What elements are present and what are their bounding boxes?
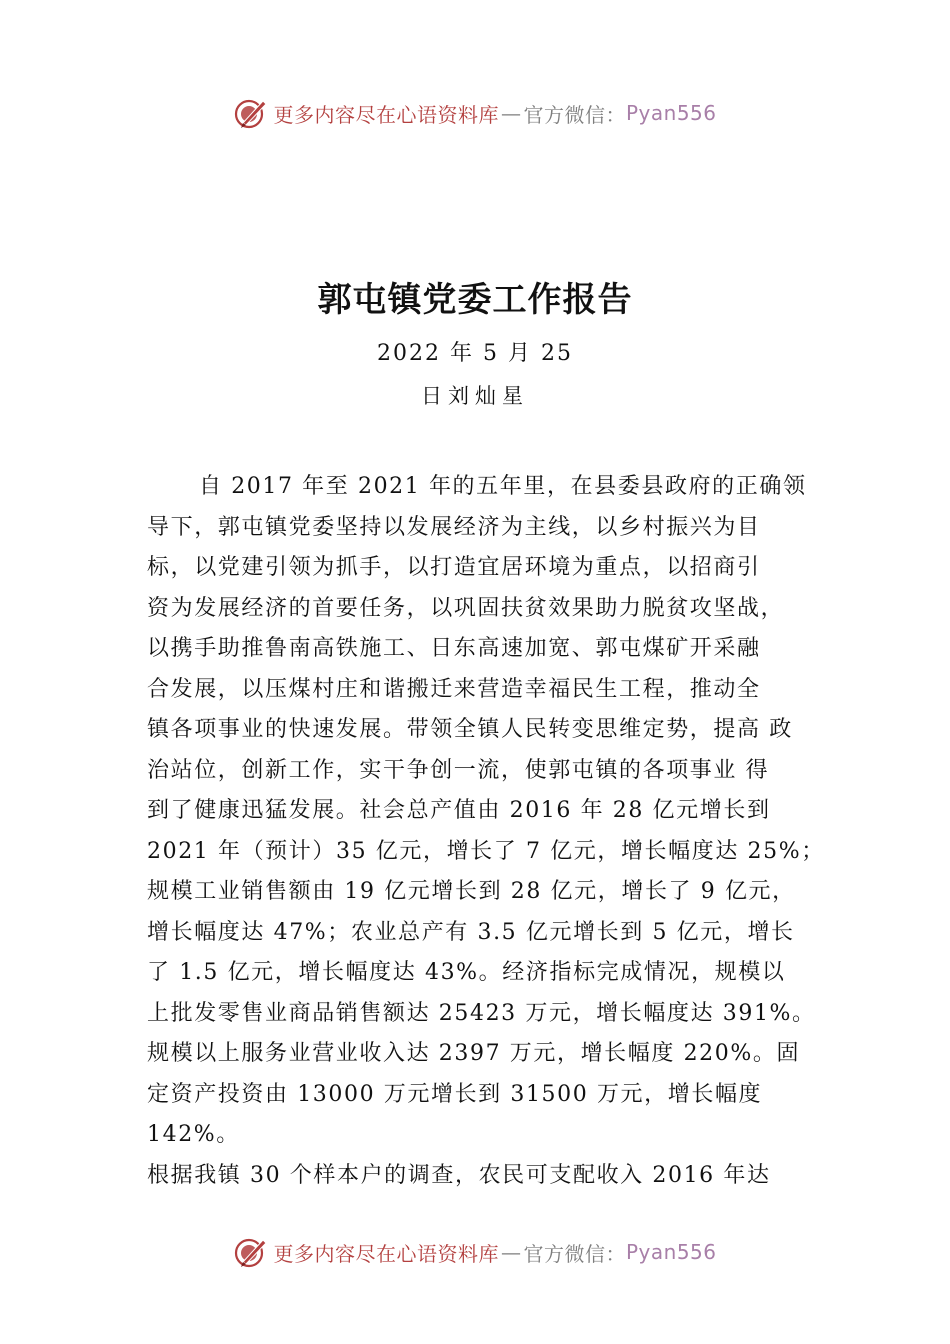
watermark-separator: — — [500, 1240, 522, 1264]
pen-logo-icon — [233, 1234, 269, 1270]
watermark-wechat-id: Pyan556 — [625, 101, 717, 125]
body-line: 上批发零售业商品销售额达 25423 万元，增长幅度达 391%。 — [147, 1000, 816, 1026]
watermark-label: 官方微信： — [523, 102, 626, 127]
watermark-footer — [0, 1234, 950, 1270]
body-line: 镇各项事业的快速发展。带领全镇人民转变思维定势，提高 政 — [147, 717, 793, 742]
watermark-label: 官方微信： — [523, 1241, 626, 1266]
body-line: 治站位，创新工作，实干争创一流，使郭屯镇的各项事业 得 — [147, 757, 770, 783]
body-line: 资为发展经济的首要任务，以巩固扶贫效果助力脱贫攻坚战， — [147, 595, 785, 621]
watermark-brand: 更多内容尽在心语资料库 — [273, 1241, 499, 1266]
watermark-brand: 更多内容尽在心语资料库 — [273, 102, 499, 127]
document-body — [147, 467, 847, 1196]
body-line: 增长幅度达 47%；农业总产有 3.5 亿元增长到 5 亿元，增长 — [147, 919, 795, 945]
body-line: 规模工业销售额由 19 亿元增长到 28 亿元，增长了 9 亿元， — [147, 879, 796, 904]
watermark-wechat-id: Pyan556 — [625, 1240, 717, 1264]
body-line: 了 1.5 亿元，增长幅度达 43%。经济指标完成情况，规模以 — [147, 960, 786, 985]
body-line: 自 2017 年至 2021 年的五年里，在县委县政府的正确领 — [199, 474, 807, 499]
document-author: 日刘灿星 — [421, 384, 529, 408]
watermark-header — [0, 95, 950, 131]
body-line: 2021 年（预计）35 亿元，增长了 7 亿元，增长幅度达 25%； — [147, 838, 825, 864]
body-line: 根据我镇 30 个样本户的调查，农民可支配收入 2016 年达 — [147, 1162, 771, 1188]
pen-logo-icon — [233, 95, 269, 131]
body-line: 定资产投资由 13000 万元增长到 31500 万元，增长幅度 — [147, 1081, 763, 1107]
watermark-separator: — — [500, 101, 522, 125]
body-line: 142%。 — [147, 1122, 240, 1147]
body-line: 导下，郭屯镇党委坚持以发展经济为主线，以乡村振兴为目 — [147, 514, 761, 540]
document-title: 郭屯镇党委工作报告 — [317, 280, 633, 320]
body-line: 规模以上服务业营业收入达 2397 万元，增长幅度 220%。固 — [147, 1041, 801, 1066]
body-line: 标，以党建引领为抓手，以打造宜居环境为重点，以招商引 — [147, 555, 761, 580]
body-line: 到了健康迅猛发展。社会总产值由 2016 年 28 亿元增长到 — [147, 798, 771, 823]
body-line: 以携手助推鲁南高铁施工、日东高速加宽、郭屯煤矿开采融 — [147, 636, 761, 661]
body-line: 合发展，以压煤村庄和谐搬迁来营造幸福民生工程，推动全 — [147, 676, 761, 702]
document-date: 2022 年 5 月 25 — [377, 341, 573, 366]
